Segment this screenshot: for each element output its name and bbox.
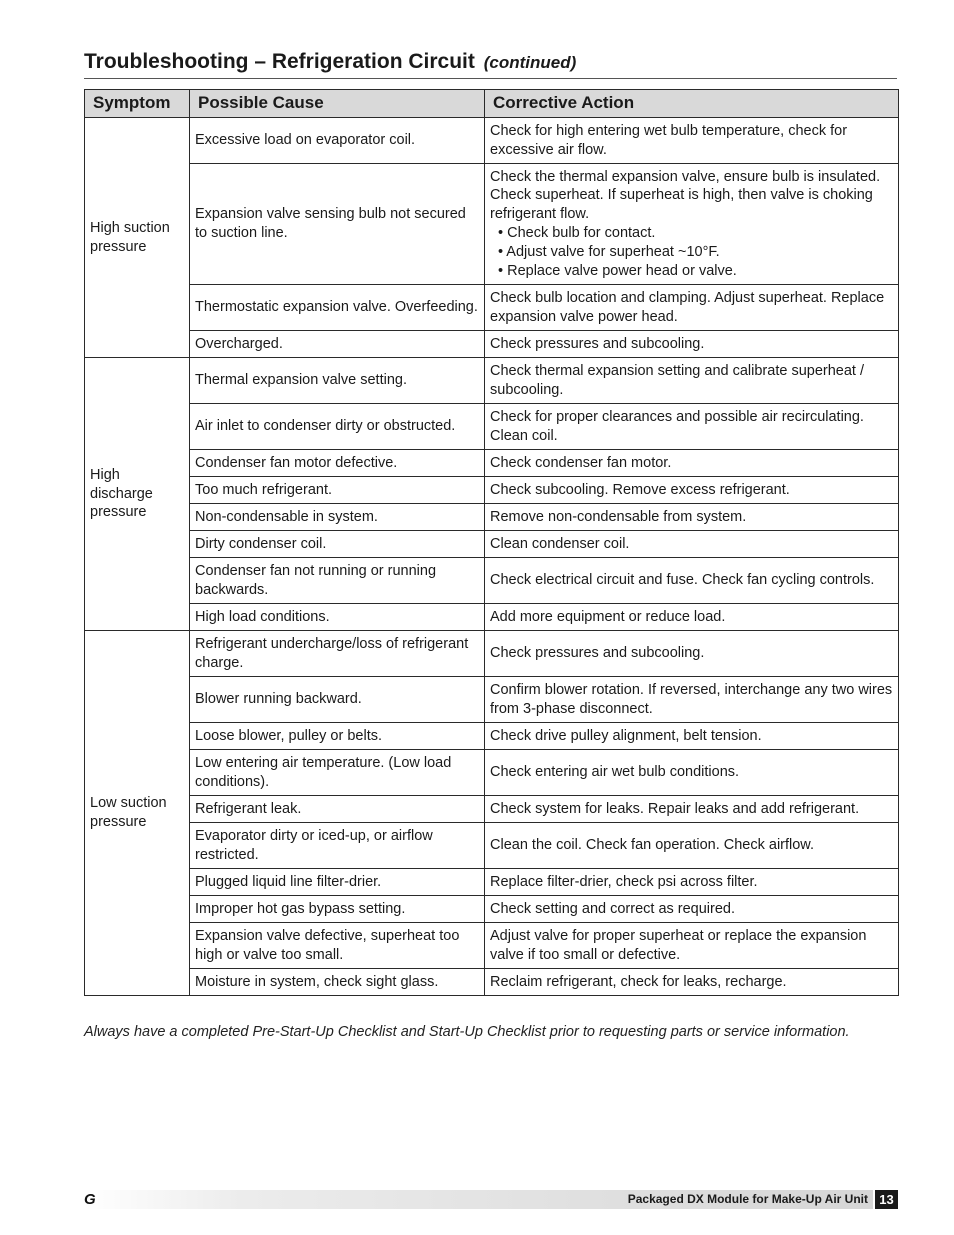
- action-cell: [485, 969, 899, 996]
- action-text: Check drive pulley alignment, belt tension.: [490, 727, 762, 744]
- cause-cell: Air inlet to condenser dirty or obstructed.: [190, 404, 485, 450]
- table-row: [85, 604, 899, 631]
- symptom-cell: High discharge pressure: [85, 358, 190, 631]
- cause-cell: Thermostatic expansion valve. Overfeeding.: [190, 285, 485, 331]
- cause-cell: Improper hot gas bypass setting.: [190, 896, 485, 923]
- header-symptom: Symptom: [85, 90, 190, 118]
- symptom-cell: High suction pressure: [85, 118, 190, 358]
- footnote: Always have a completed Pre-Start-Up Checklist and Start-Up Checklist prior to requesting parts or service information.: [84, 1024, 850, 1040]
- action-cell: [485, 604, 899, 631]
- action-cell: [485, 823, 899, 869]
- action-cell: [485, 750, 899, 796]
- table-row: [85, 823, 899, 869]
- cause-cell: Non-condensable in system.: [190, 504, 485, 531]
- cause-cell: Plugged liquid line filter-drier.: [190, 869, 485, 896]
- table-row: [85, 450, 899, 477]
- action-text: Replace filter-drier, check psi across filter.: [490, 873, 758, 890]
- table-row: [85, 358, 899, 404]
- action-text: Check bulb location and clamping. Adjust superheat. Replace expansion valve power head.: [490, 289, 885, 325]
- table-row: [85, 331, 899, 358]
- table-row: [85, 750, 899, 796]
- action-cell: [485, 896, 899, 923]
- cause-cell: Refrigerant leak.: [190, 796, 485, 823]
- action-cell: [485, 450, 899, 477]
- action-text: Check for proper clearances and possible air recirculating. Clean coil.: [490, 408, 864, 444]
- cause-cell: Expansion valve defective, superheat too high or valve too small.: [190, 923, 485, 969]
- action-bullet: • Check bulb for contact.: [498, 225, 656, 241]
- table-row: [85, 923, 899, 969]
- cause-cell: Moisture in system, check sight glass.: [190, 969, 485, 996]
- action-cell: [485, 404, 899, 450]
- cause-cell: Condenser fan not running or running backwards.: [190, 558, 485, 604]
- action-text: Check for high entering wet bulb temperature, check for excessive air flow.: [490, 122, 848, 158]
- page-title-main: Troubleshooting – Refrigeration Circuit: [84, 50, 475, 73]
- table-row: [85, 677, 899, 723]
- table-row: [85, 723, 899, 750]
- header-corrective-action: Corrective Action: [485, 90, 899, 118]
- action-text: Adjust valve for proper superheat or replace the expansion valve if too small or defective.: [490, 927, 867, 963]
- cause-cell: Dirty condenser coil.: [190, 531, 485, 558]
- table-row: [85, 164, 899, 285]
- action-cell: [485, 358, 899, 404]
- cause-cell: Thermal expansion valve setting.: [190, 358, 485, 404]
- cause-cell: Low entering air temperature. (Low load conditions).: [190, 750, 485, 796]
- cause-cell: Excessive load on evaporator coil.: [190, 118, 485, 164]
- page-number: 13: [875, 1190, 898, 1209]
- page-title: [84, 50, 897, 79]
- action-cell: [485, 285, 899, 331]
- table-row: [85, 477, 899, 504]
- action-text: Check thermal expansion setting and calibrate superheat / subcooling.: [490, 362, 864, 398]
- action-cell: [485, 531, 899, 558]
- action-cell: [485, 869, 899, 896]
- action-text: Check pressures and subcooling.: [490, 335, 705, 352]
- action-cell: [485, 923, 899, 969]
- cause-cell: Blower running backward.: [190, 677, 485, 723]
- action-text: Clean the coil. Check fan operation. Check airflow.: [490, 837, 815, 854]
- action-cell: [485, 118, 899, 164]
- table-row: [85, 285, 899, 331]
- table-header-row: [85, 90, 899, 118]
- table-row: [85, 631, 899, 677]
- table-row: [85, 896, 899, 923]
- header-possible-cause: Possible Cause: [190, 90, 485, 118]
- cause-cell: High load conditions.: [190, 604, 485, 631]
- action-text: Check subcooling. Remove excess refrigerant.: [490, 481, 790, 498]
- action-text: Check entering air wet bulb conditions.: [490, 764, 740, 781]
- symptom-cell: Low suction pressure: [85, 631, 190, 996]
- action-cell: [485, 558, 899, 604]
- table-row: [85, 558, 899, 604]
- action-text: Check system for leaks. Repair leaks and add refrigerant.: [490, 800, 860, 817]
- cause-cell: Expansion valve sensing bulb not secured to suction line.: [190, 164, 485, 285]
- action-text: Clean condenser coil.: [490, 535, 630, 552]
- table-row: [85, 796, 899, 823]
- table-row: [85, 531, 899, 558]
- table-row: [85, 969, 899, 996]
- action-cell: [485, 796, 899, 823]
- action-text: Check pressures and subcooling.: [490, 645, 705, 662]
- action-cell: [485, 677, 899, 723]
- action-text: Check electrical circuit and fuse. Check fan cycling controls.: [490, 572, 875, 589]
- action-text: Check the thermal expansion valve, ensure bulb is insulated. Check superheat. If superheat is high, then valve is choking refrigerant flow.: [490, 168, 881, 223]
- action-bullet: • Adjust valve for superheat ~10°F.: [498, 243, 720, 260]
- action-cell: [485, 477, 899, 504]
- cause-cell: Condenser fan motor defective.: [190, 450, 485, 477]
- action-text: Add more equipment or reduce load.: [490, 608, 726, 625]
- table-row: [85, 404, 899, 450]
- cause-cell: Overcharged.: [190, 331, 485, 358]
- cause-cell: Loose blower, pulley or belts.: [190, 723, 485, 750]
- action-cell: [485, 164, 899, 285]
- page-title-suffix: (continued): [483, 53, 577, 72]
- action-text: Check condenser fan motor.: [490, 454, 672, 471]
- action-bullet: • Replace valve power head or valve.: [498, 262, 737, 279]
- table-row: [85, 869, 899, 896]
- action-text: Confirm blower rotation. If reversed, interchange any two wires from 3-phase disconnect.: [490, 681, 893, 717]
- footer-doc-title: Packaged DX Module for Make-Up Air Unit: [627, 1192, 868, 1206]
- table-row: [85, 504, 899, 531]
- table-body: [85, 118, 899, 996]
- action-text: Remove non-condensable from system.: [490, 508, 747, 525]
- cause-cell: Too much refrigerant.: [190, 477, 485, 504]
- action-text: Check setting and correct as required.: [490, 900, 736, 917]
- action-text: Reclaim refrigerant, check for leaks, recharge.: [490, 973, 787, 990]
- action-cell: [485, 631, 899, 677]
- cause-cell: Evaporator dirty or iced-up, or airflow restricted.: [190, 823, 485, 869]
- cause-cell: Refrigerant undercharge/loss of refrigerant charge.: [190, 631, 485, 677]
- action-cell: [485, 723, 899, 750]
- action-cell: [485, 331, 899, 358]
- action-cell: [485, 504, 899, 531]
- troubleshooting-table: [84, 89, 899, 996]
- table-row: [85, 118, 899, 164]
- brand-logo: G: [84, 1191, 96, 1208]
